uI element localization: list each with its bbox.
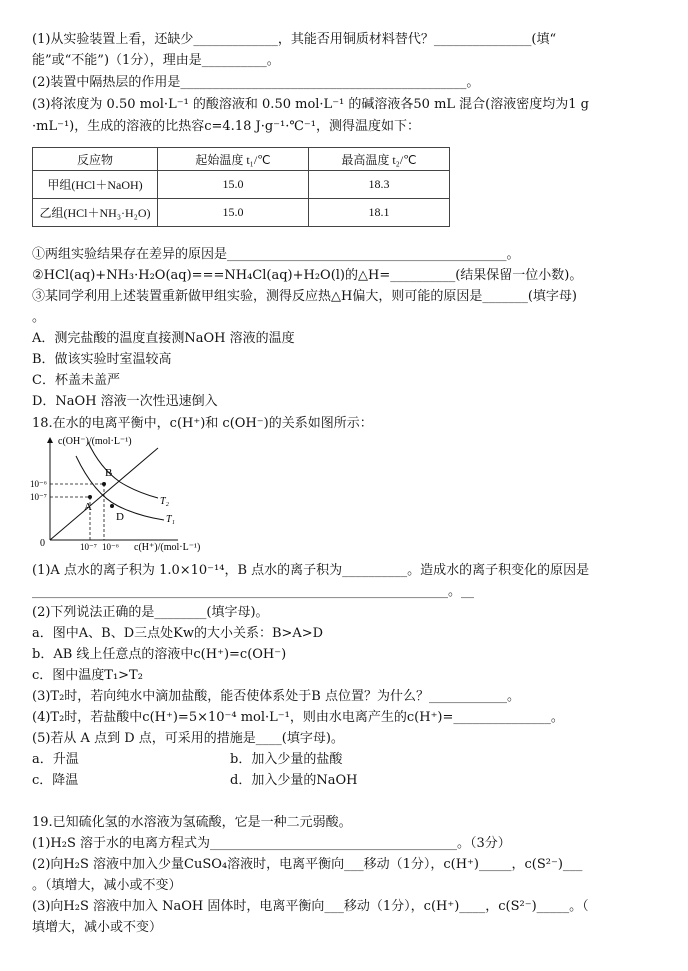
- q18-choice-a: a．升温: [32, 752, 79, 767]
- series-label-t1: T₁: [166, 514, 176, 525]
- q18-line-6: (5)若从 A 点到 D 点，可采用的措施是____(填字母)。: [32, 731, 344, 746]
- q18-line-2: ________________________________________________________________。__: [32, 584, 474, 599]
- q18-line-3: (2)下列说法正确的是________(填字母)。: [32, 605, 269, 620]
- table-cell: 15.0: [158, 171, 309, 199]
- q19-line-3: 。（填增大，减小或不变）: [32, 878, 182, 893]
- q17-line-8: ③某同学利用上述装置重新做甲组实验，测得反应热△H偏大，则可能的原因是_______(填字母): [32, 289, 577, 304]
- q18-option-a: a．图中A、B、D三点处Kw的大小关系：B>A>D: [32, 626, 324, 641]
- q17-line-3: (2)装置中隔热层的作用是____________________________________________。: [32, 75, 480, 90]
- x-axis-label: c(H⁺)/(mol·L⁻¹): [134, 542, 201, 553]
- table-row: [33, 171, 450, 199]
- q18-choice-d: d．加入少量的NaOH: [230, 773, 358, 788]
- q19-stem: 19.已知硫化氢的水溶液为氢硫酸，它是一种二元弱酸。: [32, 815, 352, 830]
- q18-line-5: (4)T₂时，若盐酸中c(H⁺)=5×10⁻⁴ mol·L⁻¹，则由水电离产生的c(H⁺)=_______________。: [32, 710, 564, 725]
- point-a: [88, 495, 92, 499]
- q19-line-4: (3)向H₂S 溶液中加入 NaOH 固体时，电离平衡向___移动（1分），c(H⁺)____，c(S²⁻)_____。（: [32, 899, 589, 914]
- y-axis-label: c(OH⁻)/(mol·L⁻¹): [58, 436, 132, 447]
- q17-line-4: (3)将浓度为 0.50 mol·L⁻¹ 的酸溶液和 0.50 mol·L⁻¹ 的碱溶液各50 mL 混合(溶液密度均为1 g: [32, 97, 589, 112]
- table-cell: 甲组(HCl＋NaOH): [33, 171, 158, 199]
- q17-line-1: (1)从实验装置上看，还缺少_____________，其能否用铜质材料替代？_______________(填“: [32, 32, 557, 47]
- y-tick-1e-6: 10⁻⁶: [30, 479, 47, 489]
- q18-option-c: c．图中温度T₁>T₂: [32, 668, 143, 683]
- table-cell: 18.3: [309, 171, 450, 199]
- option-c: C．杯盖未盖严: [32, 373, 120, 388]
- table-cell: 乙组(HCl＋NH₃·H₂O): [33, 199, 158, 227]
- option-b: B．做该实验时室温较高: [32, 352, 172, 367]
- table-row: [33, 199, 450, 227]
- table-header: 最高温度 t₂/℃: [309, 148, 450, 171]
- water-ionization-chart: [28, 434, 238, 556]
- q17-line-7: ②HCl(aq)+NH₃·H₂O(aq)===NH₄Cl(aq)+H₂O(l)的△H=__________(结果保留一位小数)。: [32, 268, 583, 283]
- table-header: 起始温度 t₁/℃: [158, 148, 309, 171]
- q17-line-9: 。: [32, 310, 46, 325]
- origin-label: 0: [40, 538, 45, 549]
- q18-choice-b: b．加入少量的盐酸: [230, 752, 343, 767]
- label-a: A: [84, 501, 92, 513]
- temperature-table: [32, 147, 450, 227]
- q18-choice-c: c．降温: [32, 773, 79, 788]
- q17-line-5: ·mL⁻¹)，生成的溶液的比热容c=4.18 J·g⁻¹·℃⁻¹，测得温度如下：: [32, 119, 420, 134]
- question-18-stem: 18.在水的电离平衡中，c(H⁺)和 c(OH⁻)的关系如图所示：: [32, 416, 373, 431]
- x-tick-1e-6: 10⁻⁶: [102, 542, 119, 552]
- label-b: B: [105, 467, 113, 479]
- table-cell: 15.0: [158, 199, 309, 227]
- x-tick-1e-7: 10⁻⁷: [80, 542, 97, 552]
- table-cell: 18.1: [309, 199, 450, 227]
- point-b: [102, 482, 106, 486]
- q18-line-1: (1)A 点水的离子积为 1.0×10⁻¹⁴，B 点水的离子积为__________。造成水的离子积变化的原因是: [32, 563, 590, 578]
- y-tick-1e-7: 10⁻⁷: [30, 492, 47, 502]
- series-label-t2: T₂: [160, 496, 170, 507]
- curve-t2: [88, 442, 158, 498]
- q17-line-6: ①两组实验结果存在差异的原因是___________________________________________。: [32, 247, 520, 262]
- q18-option-b: b．AB 线上任意点的溶液中c(H⁺)=c(OH⁻): [32, 647, 287, 662]
- table-header: 反应物: [33, 148, 158, 171]
- point-d: [110, 504, 114, 508]
- option-d: D．NaOH 溶液一次性迅速倒入: [32, 394, 218, 409]
- table-header-row: [33, 148, 450, 171]
- q19-line-2: (2)向H₂S 溶液中加入少量CuSO₄溶液时，电离平衡向___移动（1分），c(H⁺)_____，c(S²⁻)___: [32, 857, 583, 872]
- q18-line-4: (3)T₂时，若向纯水中滴加盐酸，能否使体系处于B 点位置？为什么？____________。: [32, 689, 520, 704]
- q19-line-5: 填增大，减小或不变）: [32, 920, 163, 935]
- option-a: A．测完盐酸的温度直接测NaOH 溶液的温度: [32, 331, 295, 346]
- label-d: D: [116, 511, 124, 523]
- q19-line-1: (1)H₂S 溶于水的电离方程式为______________________________________。（3分）: [32, 836, 511, 851]
- q17-line-2: 能”或“不能”)（1分），理由是__________。: [32, 53, 280, 68]
